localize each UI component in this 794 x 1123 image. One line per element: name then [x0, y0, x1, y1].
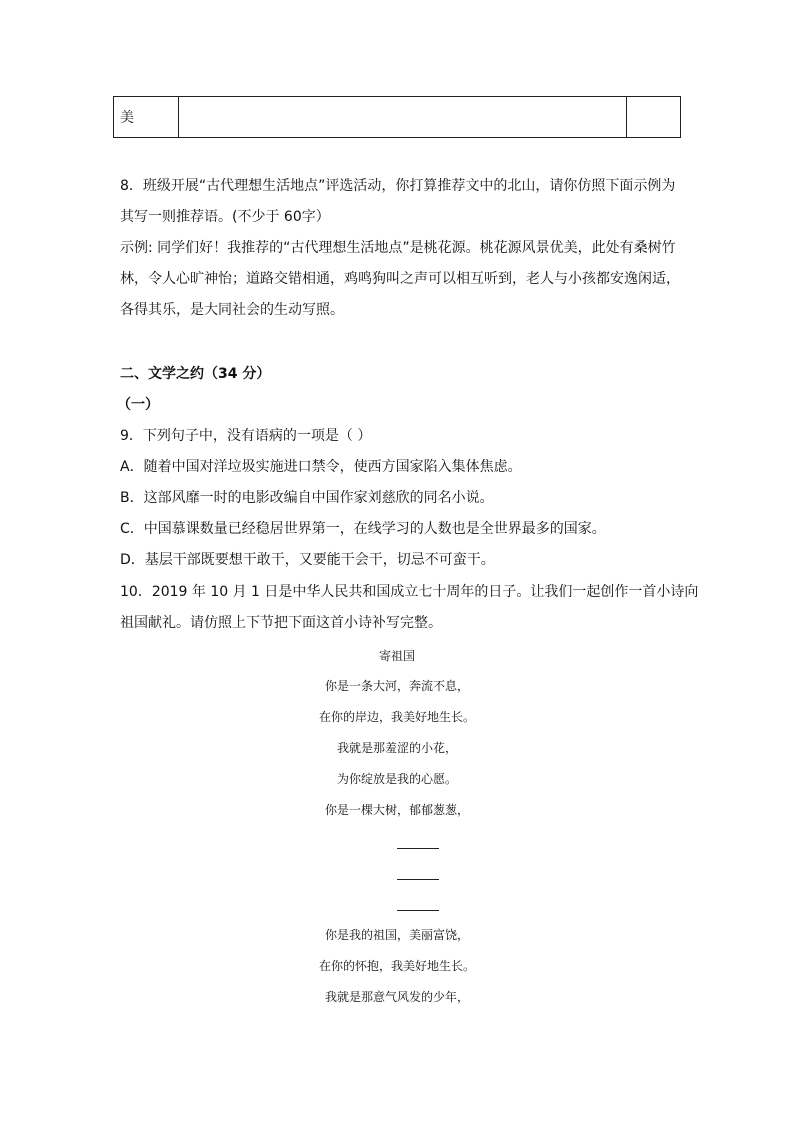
poem-line: 为你绽放是我的心愿。	[336, 772, 457, 786]
poem-line: 我就是那意气风发的少年，	[324, 990, 469, 1004]
q9-stem: 9．下列句子中，没有语病的一项是（ ）	[120, 428, 372, 444]
section-title: 二、文学之约（34 分）	[120, 366, 271, 382]
poem-line: 我就是那羞涩的小花，	[336, 741, 457, 755]
poem-line: 在你的怀抱，我美好地生长。	[318, 959, 475, 973]
table-cell-label: 美	[114, 97, 179, 138]
section-subtitle: （一）	[117, 397, 159, 413]
q9-option-a: A．随着中国对洋垃圾实施进口禁令，使西方国家陷入集体焦虑。	[120, 459, 522, 475]
q9-option-b: B．这部风靡一时的电影改编自中国作家刘慈欣的同名小说。	[120, 490, 494, 506]
table-cell-score	[627, 97, 681, 138]
q8-line-1: 8．班级开展“古代理想生活地点”评选活动，你打算推荐文中的北山，请你仿照下面示例为	[120, 178, 676, 194]
q8-example-line-3: 各得其乐，是大同社会的生动写照。	[120, 302, 344, 318]
poem-line: 在你的岸边，我美好地生长。	[318, 710, 475, 724]
poem-blank-line	[397, 848, 439, 849]
q8-example-line-2: 林，令人心旷神怡；道路交错相通，鸡鸣狗叫之声可以相互听到，老人与小孩都安逸闲适，	[120, 271, 680, 287]
q10-line-2: 祖国献礼。请仿照上下节把下面这首小诗补写完整。	[120, 615, 442, 631]
poem-line: 你是我的祖国，美丽富饶，	[324, 928, 469, 942]
q9-option-d: D．基层干部既要想干敢干，又要能干会干，切忌不可蛮干。	[120, 552, 495, 568]
poem-blank-line	[397, 879, 439, 880]
poem-line: 你是一棵大树，郁郁葱葱，	[324, 803, 469, 817]
q8-example-line-1: 示例: 同学们好！我推荐的“古代理想生活地点”是桃花源。桃花源风景优美，此处有桑树竹	[120, 240, 676, 256]
answer-table	[113, 96, 681, 138]
poem-blank-line	[397, 910, 439, 911]
table-row	[114, 97, 681, 138]
q10-line-1: 10．2019 年 10 月 1 日是中华人民共和国成立七十周年的日子。让我们一起创作一首小诗向	[120, 584, 699, 600]
poem-title: 寄祖国	[378, 649, 415, 663]
table-cell-answer	[179, 97, 627, 138]
poem-line: 你是一条大河，奔流不息，	[324, 679, 469, 693]
q9-option-c: C．中国慕课数量已经稳居世界第一，在线学习的人数也是全世界最多的国家。	[120, 521, 606, 537]
q8-line-2: 其写一则推荐语。(不少于 60字）	[120, 209, 330, 225]
